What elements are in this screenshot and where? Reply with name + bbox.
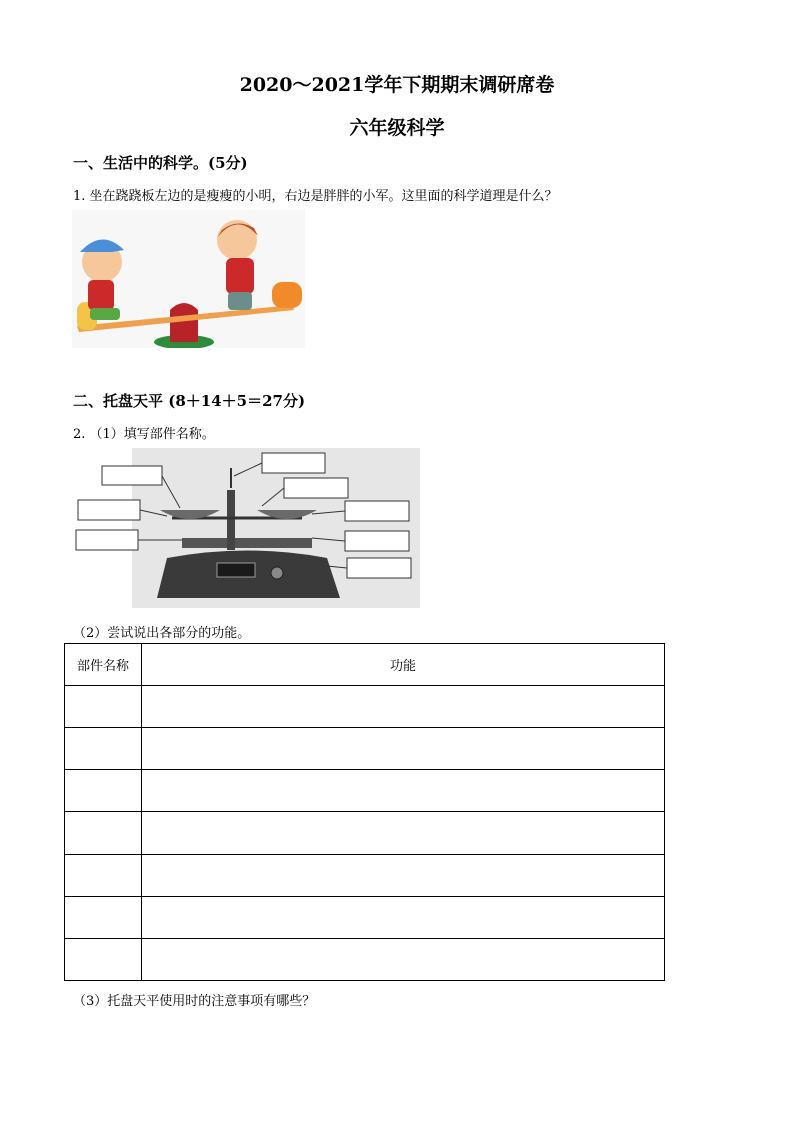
header-part-name: 部件名称 <box>65 644 142 686</box>
function-cell[interactable] <box>142 938 665 980</box>
part-name-cell[interactable] <box>65 686 142 728</box>
table-row <box>65 896 665 938</box>
function-cell[interactable] <box>142 896 665 938</box>
table-row <box>65 686 665 728</box>
table-row <box>65 938 665 980</box>
balance-illustration <box>72 448 420 608</box>
table-header-row <box>65 644 665 686</box>
function-cell[interactable] <box>142 728 665 770</box>
table-row <box>65 812 665 854</box>
part-name-cell[interactable] <box>65 938 142 980</box>
section1-heading: 一、生活中的科学。(5分) <box>73 154 248 172</box>
function-cell[interactable] <box>142 854 665 896</box>
part-name-cell[interactable] <box>65 770 142 812</box>
question-2-2: （2）尝试说出各部分的功能。 <box>73 626 251 641</box>
function-cell[interactable] <box>142 812 665 854</box>
document-title: 2020～2021学年下期期末调研席卷 <box>239 74 555 96</box>
seesaw-illustration <box>72 210 305 348</box>
function-cell[interactable] <box>142 686 665 728</box>
part-name-cell[interactable] <box>65 854 142 896</box>
part-name-cell[interactable] <box>65 728 142 770</box>
table-row <box>65 854 665 896</box>
section2-heading: 二、托盘天平 (8＋14＋5＝27分) <box>73 392 306 410</box>
function-cell[interactable] <box>142 770 665 812</box>
question-1: 1. 坐在跷跷板左边的是瘦瘦的小明，右边是胖胖的小军。这里面的科学道理是什么？ <box>73 189 558 204</box>
part-name-cell[interactable] <box>65 896 142 938</box>
table-row <box>65 728 665 770</box>
document-subtitle: 六年级科学 <box>349 117 445 139</box>
part-name-cell[interactable] <box>65 812 142 854</box>
question-2-1: 2. （1）填写部件名称。 <box>73 427 215 442</box>
header-function: 功能 <box>142 644 665 686</box>
table-row <box>65 770 665 812</box>
question-2-3: （3）托盘天平使用时的注意事项有哪些？ <box>73 994 316 1009</box>
function-table <box>64 643 665 981</box>
